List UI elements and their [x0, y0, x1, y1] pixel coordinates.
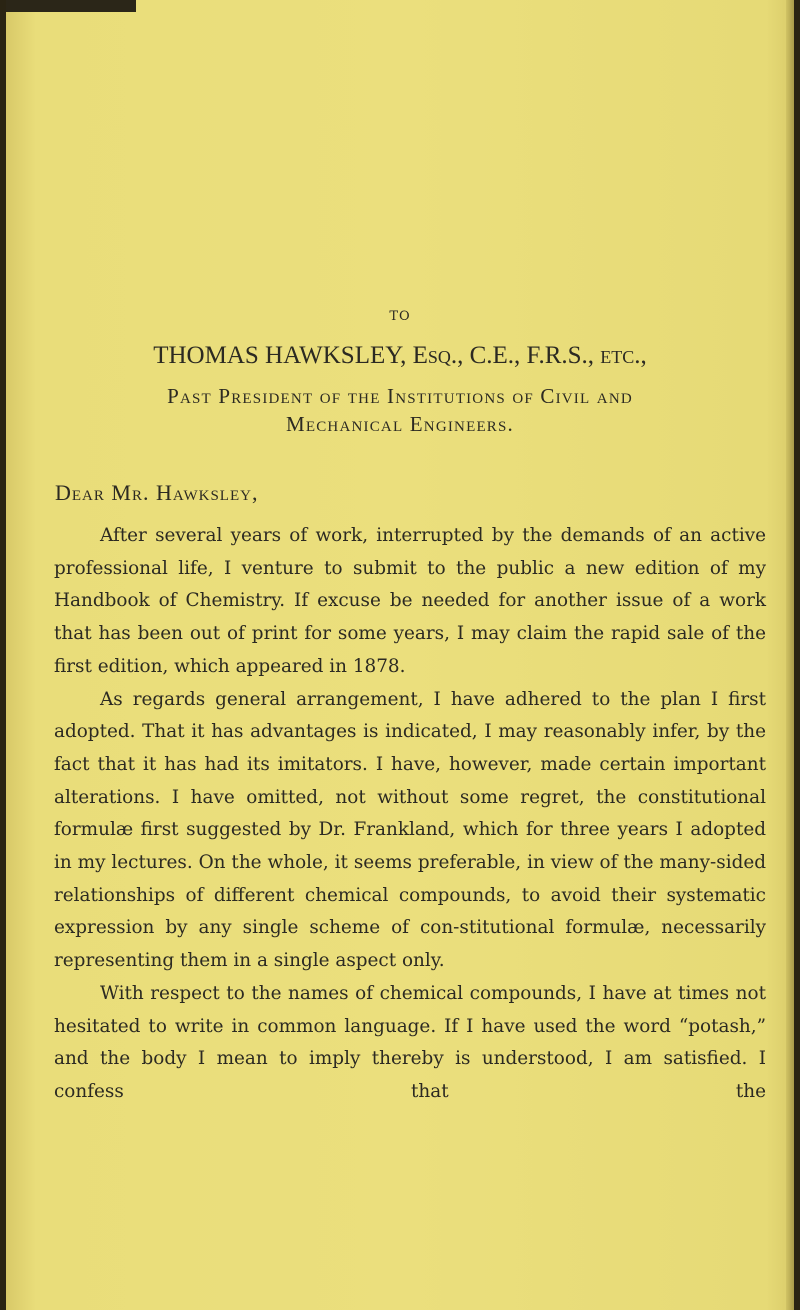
scan-edge-top — [6, 0, 136, 12]
scan-edge-right — [786, 0, 794, 1310]
dedicatee-name: THOMAS HAWKSLEY — [153, 342, 401, 369]
dedicatee-line: THOMAS HAWKSLEY, Esq., C.E., F.R.S., etc., — [153, 342, 647, 369]
paragraph-2: As regards general arrangement, I have adhered to the plan I first adopted. That it has advantages is indicated, I may reasonably infer, by the fact that it has had its imitators. I have, however, made certain important alterations. I have omitted, not without some regret, the constitutional formulæ first suggested by Dr. Frankland, which for three years I adopted in my lectures. On the whole, it seems preferable, in view of the many-sided relationships of different chemical compounds, to avoid their systematic expression by any single scheme of con-stitutional formulæ, necessarily representing them in a single aspect only. — [54, 688, 766, 972]
dedication-to: TO — [389, 309, 411, 324]
letter-salutation: Dear Mr. Hawksley, — [55, 480, 259, 505]
paragraph-1: After several years of work, interrupted by the demands of an active professional life, I venture to submit to the public a new edition of my Handbook of Chemistry. If excuse be needed for another issue of a work that has been out of print for some years, I may claim the rapid sale of the first edition, which appeared in 1878. — [54, 525, 766, 677]
dedicatee-office — [0, 382, 800, 438]
dedicatee-credentials: Esq., C.E., F.R.S., etc., — [412, 342, 647, 369]
letter-body — [54, 520, 766, 1109]
office-line-1: Past President of the Institutions of Civil and — [167, 384, 633, 408]
office-line-2: Mechanical Engineers. — [285, 412, 515, 436]
paragraph-3: With respect to the names of chemical compounds, I have at times not hesitated to write in common language. If I have used the word “potash,” and the body I mean to imply thereby is understood, I am satisfied. I confess that the — [54, 982, 766, 1102]
